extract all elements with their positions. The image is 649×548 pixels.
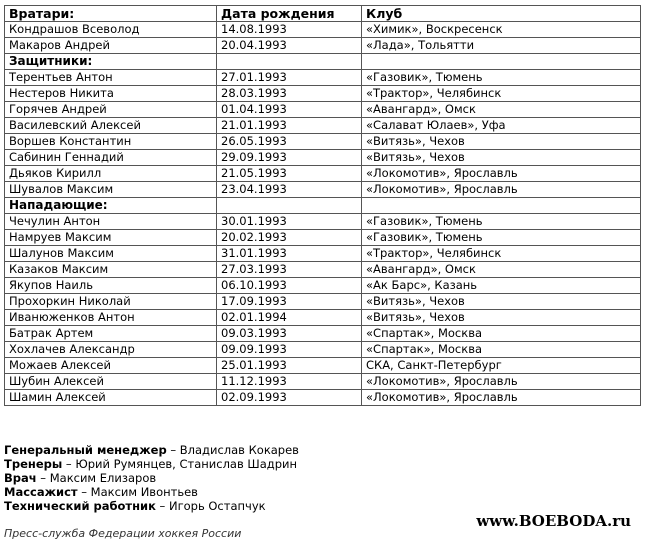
player-club: «Витязь», Чехов	[362, 134, 641, 150]
player-club: «Витязь», Чехов	[362, 310, 641, 326]
roster-body	[5, 6, 641, 406]
staff-separator: –	[166, 443, 180, 457]
staff-line	[4, 443, 299, 457]
section-forwards-label: Нападающие:	[5, 198, 217, 214]
player-name: Якупов Наиль	[5, 278, 217, 294]
player-row	[5, 390, 641, 406]
player-name: Кондрашов Всеволод	[5, 22, 217, 38]
staff-list	[4, 443, 299, 513]
player-birth-date: 27.01.1993	[217, 70, 362, 86]
roster-table	[4, 5, 641, 406]
player-birth-date: 25.01.1993	[217, 358, 362, 374]
staff-line	[4, 499, 299, 513]
player-birth-date: 09.03.1993	[217, 326, 362, 342]
player-club: «Химик», Воскресенск	[362, 22, 641, 38]
staff-name: Максим Елизаров	[49, 471, 157, 485]
player-name: Можаев Алексей	[5, 358, 217, 374]
staff-separator: –	[155, 499, 169, 513]
player-name: Батрак Артем	[5, 326, 217, 342]
player-name: Казаков Максим	[5, 262, 217, 278]
player-row	[5, 326, 641, 342]
staff-role: Тренеры	[4, 457, 63, 471]
player-name: Шалунов Максим	[5, 246, 217, 262]
staff-line	[4, 471, 299, 485]
staff-role: Врач	[4, 471, 37, 485]
player-row	[5, 214, 641, 230]
player-row	[5, 38, 641, 54]
player-club: «Локомотив», Ярославль	[362, 374, 641, 390]
player-club: «Салават Юлаев», Уфа	[362, 118, 641, 134]
empty-cell	[362, 54, 641, 70]
player-row	[5, 102, 641, 118]
player-row	[5, 262, 641, 278]
staff-name: Максим Ивонтьев	[90, 485, 198, 499]
player-row	[5, 278, 641, 294]
player-name: Воршев Константин	[5, 134, 217, 150]
player-name: Сабинин Геннадий	[5, 150, 217, 166]
player-birth-date: 30.01.1993	[217, 214, 362, 230]
player-name: Шубин Алексей	[5, 374, 217, 390]
player-birth-date: 02.09.1993	[217, 390, 362, 406]
player-birth-date: 31.01.1993	[217, 246, 362, 262]
player-row	[5, 70, 641, 86]
player-row	[5, 22, 641, 38]
staff-role: Генеральный менеджер	[4, 443, 167, 457]
player-club: «Газовик», Тюмень	[362, 230, 641, 246]
player-birth-date: 11.12.1993	[217, 374, 362, 390]
section-defenders	[5, 54, 641, 70]
player-name: Дьяков Кирилл	[5, 166, 217, 182]
player-birth-date: 28.03.1993	[217, 86, 362, 102]
player-row	[5, 86, 641, 102]
header-birth-date: Дата рождения	[217, 6, 362, 22]
player-club: «Лада», Тольятти	[362, 38, 641, 54]
staff-role: Технический работник	[4, 499, 156, 513]
player-name: Прохоркин Николай	[5, 294, 217, 310]
player-birth-date: 29.09.1993	[217, 150, 362, 166]
player-row	[5, 150, 641, 166]
player-birth-date: 14.08.1993	[217, 22, 362, 38]
player-row	[5, 166, 641, 182]
player-name: Шувалов Максим	[5, 182, 217, 198]
player-row	[5, 134, 641, 150]
player-birth-date: 20.04.1993	[217, 38, 362, 54]
staff-line	[4, 457, 299, 471]
player-club: СКА, Санкт-Петербург	[362, 358, 641, 374]
staff-separator: –	[36, 471, 50, 485]
player-name: Нестеров Никита	[5, 86, 217, 102]
staff-name: Юрий Румянцев, Станислав Шадрин	[75, 457, 298, 471]
player-birth-date: 01.04.1993	[217, 102, 362, 118]
site-watermark: www.BOEBODA.ru	[476, 512, 631, 530]
player-club: «Авангард», Омск	[362, 102, 641, 118]
player-birth-date: 23.04.1993	[217, 182, 362, 198]
player-club: «Трактор», Челябинск	[362, 246, 641, 262]
player-name: Иванюженков Антон	[5, 310, 217, 326]
player-birth-date: 02.01.1994	[217, 310, 362, 326]
player-row	[5, 342, 641, 358]
player-club: «Локомотив», Ярославль	[362, 166, 641, 182]
player-club: «Трактор», Челябинск	[362, 86, 641, 102]
player-club: «Витязь», Чехов	[362, 294, 641, 310]
player-row	[5, 294, 641, 310]
section-defenders-label: Защитники:	[5, 54, 217, 70]
player-birth-date: 26.05.1993	[217, 134, 362, 150]
player-name: Василевский Алексей	[5, 118, 217, 134]
player-birth-date: 27.03.1993	[217, 262, 362, 278]
staff-separator: –	[77, 485, 91, 499]
player-club: «Газовик», Тюмень	[362, 214, 641, 230]
staff-name: Игорь Остапчук	[168, 499, 266, 513]
player-club: «Ак Барс», Казань	[362, 278, 641, 294]
player-row	[5, 374, 641, 390]
player-club: «Газовик», Тюмень	[362, 70, 641, 86]
press-credit: Пресс-служба Федерации хоккея России	[4, 527, 242, 540]
player-club: «Авангард», Омск	[362, 262, 641, 278]
player-row	[5, 246, 641, 262]
player-name: Терентьев Антон	[5, 70, 217, 86]
empty-cell	[217, 54, 362, 70]
player-row	[5, 358, 641, 374]
player-birth-date: 21.01.1993	[217, 118, 362, 134]
player-club: «Спартак», Москва	[362, 342, 641, 358]
player-row	[5, 182, 641, 198]
header-row	[5, 6, 641, 22]
player-name: Намруев Максим	[5, 230, 217, 246]
player-birth-date: 09.09.1993	[217, 342, 362, 358]
player-row	[5, 230, 641, 246]
player-row	[5, 310, 641, 326]
player-club: «Локомотив», Ярославль	[362, 390, 641, 406]
header-goalies: Вратари:	[5, 6, 217, 22]
player-club: «Спартак», Москва	[362, 326, 641, 342]
empty-cell	[362, 198, 641, 214]
player-club: «Локомотив», Ярославль	[362, 182, 641, 198]
player-birth-date: 06.10.1993	[217, 278, 362, 294]
player-name: Хохлачев Александр	[5, 342, 217, 358]
player-birth-date: 17.09.1993	[217, 294, 362, 310]
player-name: Горячев Андрей	[5, 102, 217, 118]
header-club: Клуб	[362, 6, 641, 22]
staff-role: Массажист	[4, 485, 78, 499]
staff-separator: –	[62, 457, 76, 471]
player-club: «Витязь», Чехов	[362, 150, 641, 166]
section-forwards	[5, 198, 641, 214]
player-row	[5, 118, 641, 134]
player-name: Макаров Андрей	[5, 38, 217, 54]
player-birth-date: 21.05.1993	[217, 166, 362, 182]
player-birth-date: 20.02.1993	[217, 230, 362, 246]
staff-name: Владислав Кокарев	[179, 443, 299, 457]
empty-cell	[217, 198, 362, 214]
staff-line	[4, 485, 299, 499]
player-name: Чечулин Антон	[5, 214, 217, 230]
player-name: Шамин Алексей	[5, 390, 217, 406]
